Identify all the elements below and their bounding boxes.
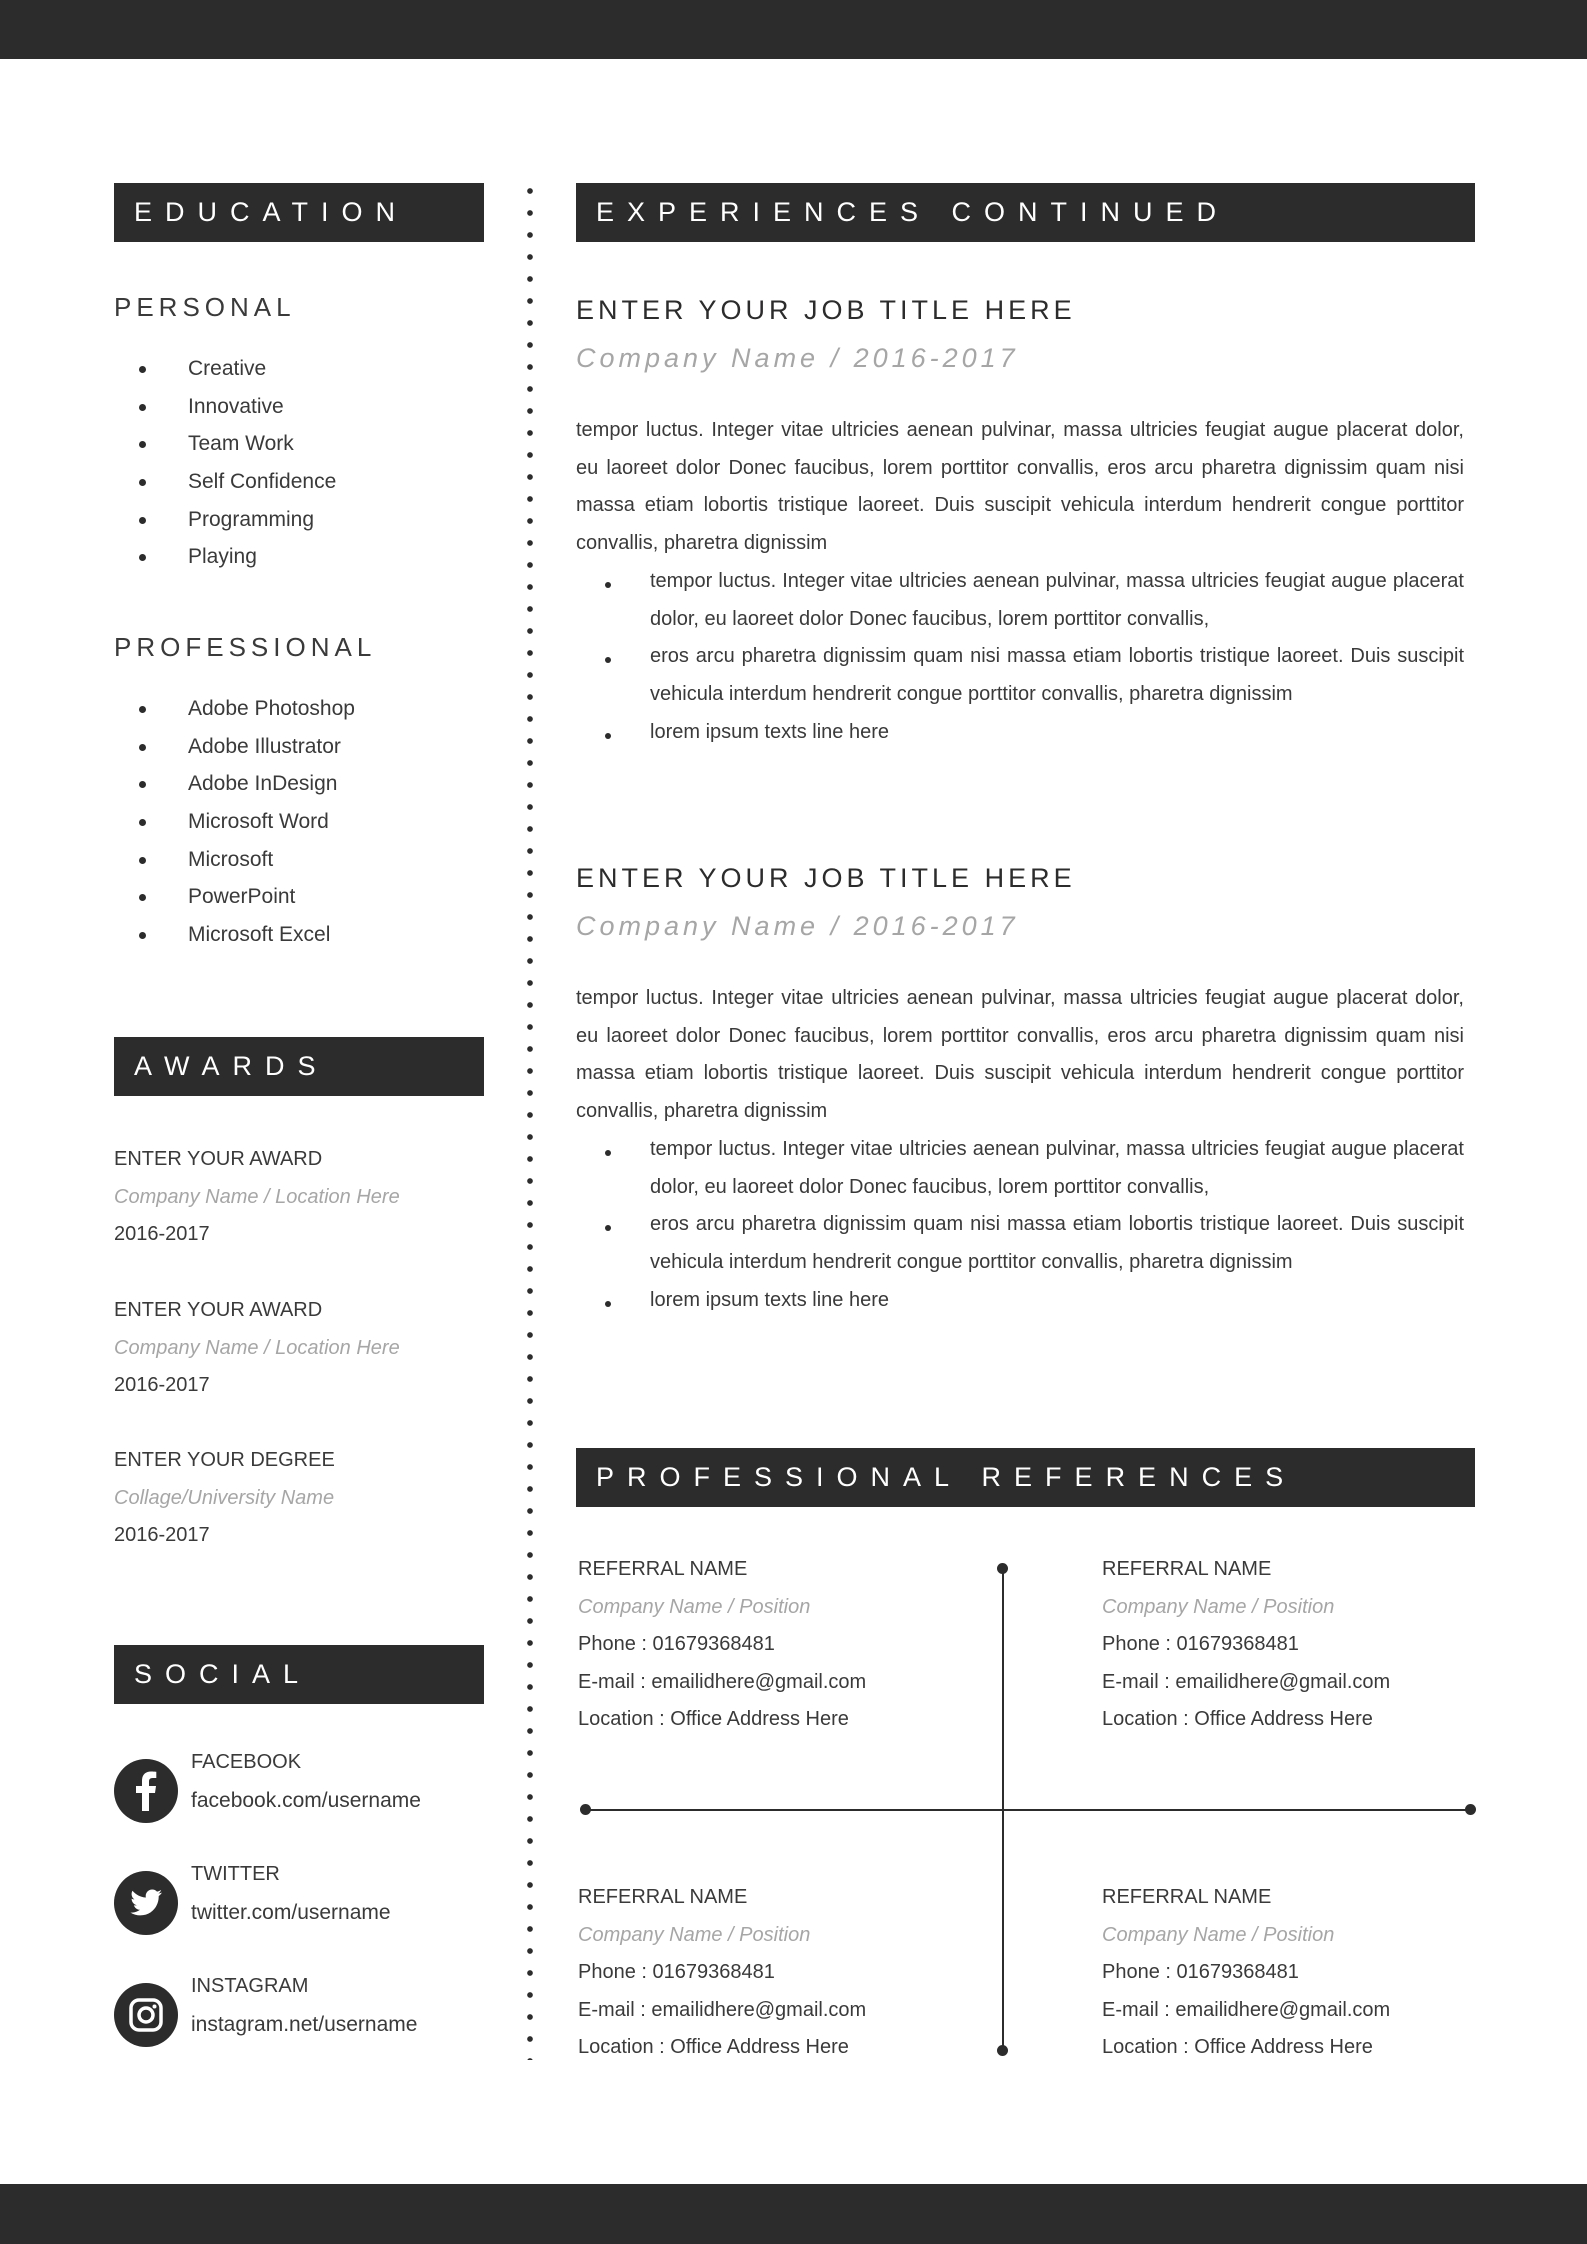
personal-skills-list <box>114 350 336 576</box>
bottom-bar <box>0 2184 1587 2244</box>
section-heading-references: PROFESSIONAL REFERENCES <box>576 1448 1475 1507</box>
list-item: Team Work <box>114 425 336 463</box>
list-item: tempor luctus. Integer vitae ultricies aenean pulvinar, massa ultricies feugiat augue placerat dolor, eu laoreet dolor Donec faucibus, lorem porttitor convallis, <box>576 1131 1464 1206</box>
personal-heading: PERSONAL <box>114 292 296 322</box>
referral-name: REFERRAL NAME <box>578 1886 748 1908</box>
referral-company: Company Name / Position <box>578 1923 811 1946</box>
award-year: 2016-2017 <box>114 1223 210 1245</box>
referral-company: Company Name / Position <box>578 1595 811 1618</box>
referral-email: E-mail : emailidhere@gmail.com <box>578 1998 867 2021</box>
degree-institution: Collage/University Name <box>114 1486 335 1509</box>
list-item: lorem ipsum texts line here <box>576 1282 1464 1320</box>
list-item: eros arcu pharetra dignissim quam nisi massa etiam lobortis tristique laoreet. Duis suscipit vehicula interdum hendrerit congue porttitor convallis, pharetra dignissim <box>576 638 1464 713</box>
referral-email: E-mail : emailidhere@gmail.com <box>1102 1670 1391 1693</box>
divider-node <box>997 2045 1008 2056</box>
referral-company: Company Name / Position <box>1102 1923 1335 1946</box>
referral-company: Company Name / Position <box>1102 1595 1335 1618</box>
list-item: Microsoft Excel <box>114 916 355 954</box>
award-year: 2016-2017 <box>114 1374 210 1396</box>
job-company: Company Name / 2016-2017 <box>576 911 1019 941</box>
dotted-divider <box>527 180 533 2060</box>
award-organization: Company Name / Location Here <box>114 1336 400 1359</box>
professional-heading: PROFESSIONAL <box>114 632 377 662</box>
list-item: Adobe InDesign <box>114 765 355 803</box>
list-item: Programming <box>114 501 336 539</box>
referral-location: Location : Office Address Here <box>1102 2036 1373 2059</box>
divider-node <box>997 1563 1008 1574</box>
social-twitter[interactable] <box>114 1863 494 1941</box>
degree-year: 2016-2017 <box>114 1524 210 1546</box>
job-description: tempor luctus. Integer vitae ultricies aenean pulvinar, massa ultricies feugiat augue placerat dolor, eu laoreet dolor Donec faucibus, lorem porttitor convallis, eros arcu pharetra dignissim quam nisi massa etiam lobortis tristique laoreet. Duis suscipit vehicula interdum hendrerit congue porttitor convallis, pharetra dignissim <box>576 419 1464 555</box>
referral-phone: Phone : 01679368481 <box>1102 1961 1299 1984</box>
list-item: PowerPoint <box>114 878 355 916</box>
references-horizontal-divider <box>585 1809 1470 1811</box>
section-heading-experiences: EXPERIENCES CONTINUED <box>576 183 1475 242</box>
job-entry <box>576 863 1464 1319</box>
job-bullets <box>576 563 1464 752</box>
referral-name: REFERRAL NAME <box>578 1558 748 1580</box>
job-company: Company Name / 2016-2017 <box>576 343 1019 373</box>
list-item: Adobe Illustrator <box>114 728 355 766</box>
divider-node <box>580 1804 591 1815</box>
degree-title: ENTER YOUR DEGREE <box>114 1449 335 1471</box>
list-item: Self Confidence <box>114 463 336 501</box>
award-title: ENTER YOUR AWARD <box>114 1148 323 1170</box>
award-title: ENTER YOUR AWARD <box>114 1299 323 1321</box>
professional-skills-list <box>114 690 355 954</box>
reference-card <box>1102 1879 1462 2067</box>
referral-location: Location : Office Address Here <box>578 1708 849 1731</box>
referral-phone: Phone : 01679368481 <box>1102 1633 1299 1656</box>
divider-node <box>1465 1804 1476 1815</box>
degree-entry <box>114 1442 494 1555</box>
list-item: lorem ipsum texts line here <box>576 714 1464 752</box>
job-title: ENTER YOUR JOB TITLE HERE <box>576 295 1076 325</box>
award-entry <box>114 1141 494 1254</box>
referral-name: REFERRAL NAME <box>1102 1886 1272 1908</box>
social-instagram[interactable] <box>114 1975 494 2053</box>
social-network-name: TWITTER <box>191 1863 280 1885</box>
section-heading-social: SOCIAL <box>114 1645 484 1704</box>
social-network-name: INSTAGRAM <box>191 1975 309 1997</box>
list-item: Adobe Photoshop <box>114 690 355 728</box>
referral-email: E-mail : emailidhere@gmail.com <box>1102 1998 1391 2021</box>
job-entry <box>576 295 1464 751</box>
list-item: tempor luctus. Integer vitae ultricies aenean pulvinar, massa ultricies feugiat augue placerat dolor, eu laoreet dolor Donec faucibus, lorem porttitor convallis, <box>576 563 1464 638</box>
social-facebook[interactable] <box>114 1751 494 1829</box>
social-network-name: FACEBOOK <box>191 1751 302 1773</box>
section-heading-education: EDUCATION <box>114 183 484 242</box>
referral-phone: Phone : 01679368481 <box>578 1633 775 1656</box>
award-organization: Company Name / Location Here <box>114 1185 400 1208</box>
list-item: Microsoft Word <box>114 803 355 841</box>
award-entry <box>114 1292 494 1405</box>
social-url[interactable]: facebook.com/username <box>191 1789 421 1812</box>
referral-name: REFERRAL NAME <box>1102 1558 1272 1580</box>
list-item: Innovative <box>114 388 336 426</box>
list-item: eros arcu pharetra dignissim quam nisi massa etiam lobortis tristique laoreet. Duis suscipit vehicula interdum hendrerit congue porttitor convallis, pharetra dignissim <box>576 1206 1464 1281</box>
reference-card <box>1102 1551 1462 1739</box>
section-heading-awards: AWARDS <box>114 1037 484 1096</box>
reference-card <box>578 1879 938 2067</box>
reference-card <box>578 1551 938 1739</box>
instagram-icon <box>114 1983 178 2047</box>
list-item: Microsoft <box>114 841 355 879</box>
referral-email: E-mail : emailidhere@gmail.com <box>578 1670 867 1693</box>
twitter-icon <box>114 1871 178 1935</box>
list-item: Playing <box>114 538 336 576</box>
list-item: Creative <box>114 350 336 388</box>
job-title: ENTER YOUR JOB TITLE HERE <box>576 863 1076 893</box>
referral-location: Location : Office Address Here <box>1102 1708 1373 1731</box>
facebook-icon <box>114 1759 178 1823</box>
referral-location: Location : Office Address Here <box>578 2036 849 2059</box>
referral-phone: Phone : 01679368481 <box>578 1961 775 1984</box>
social-url[interactable]: instagram.net/username <box>191 2013 418 2036</box>
job-bullets <box>576 1131 1464 1320</box>
job-description: tempor luctus. Integer vitae ultricies aenean pulvinar, massa ultricies feugiat augue placerat dolor, eu laoreet dolor Donec faucibus, lorem porttitor convallis, eros arcu pharetra dignissim quam nisi massa etiam lobortis tristique laoreet. Duis suscipit vehicula interdum hendrerit congue porttitor convallis, pharetra dignissim <box>576 987 1464 1123</box>
top-bar <box>0 0 1587 59</box>
social-url[interactable]: twitter.com/username <box>191 1901 391 1924</box>
